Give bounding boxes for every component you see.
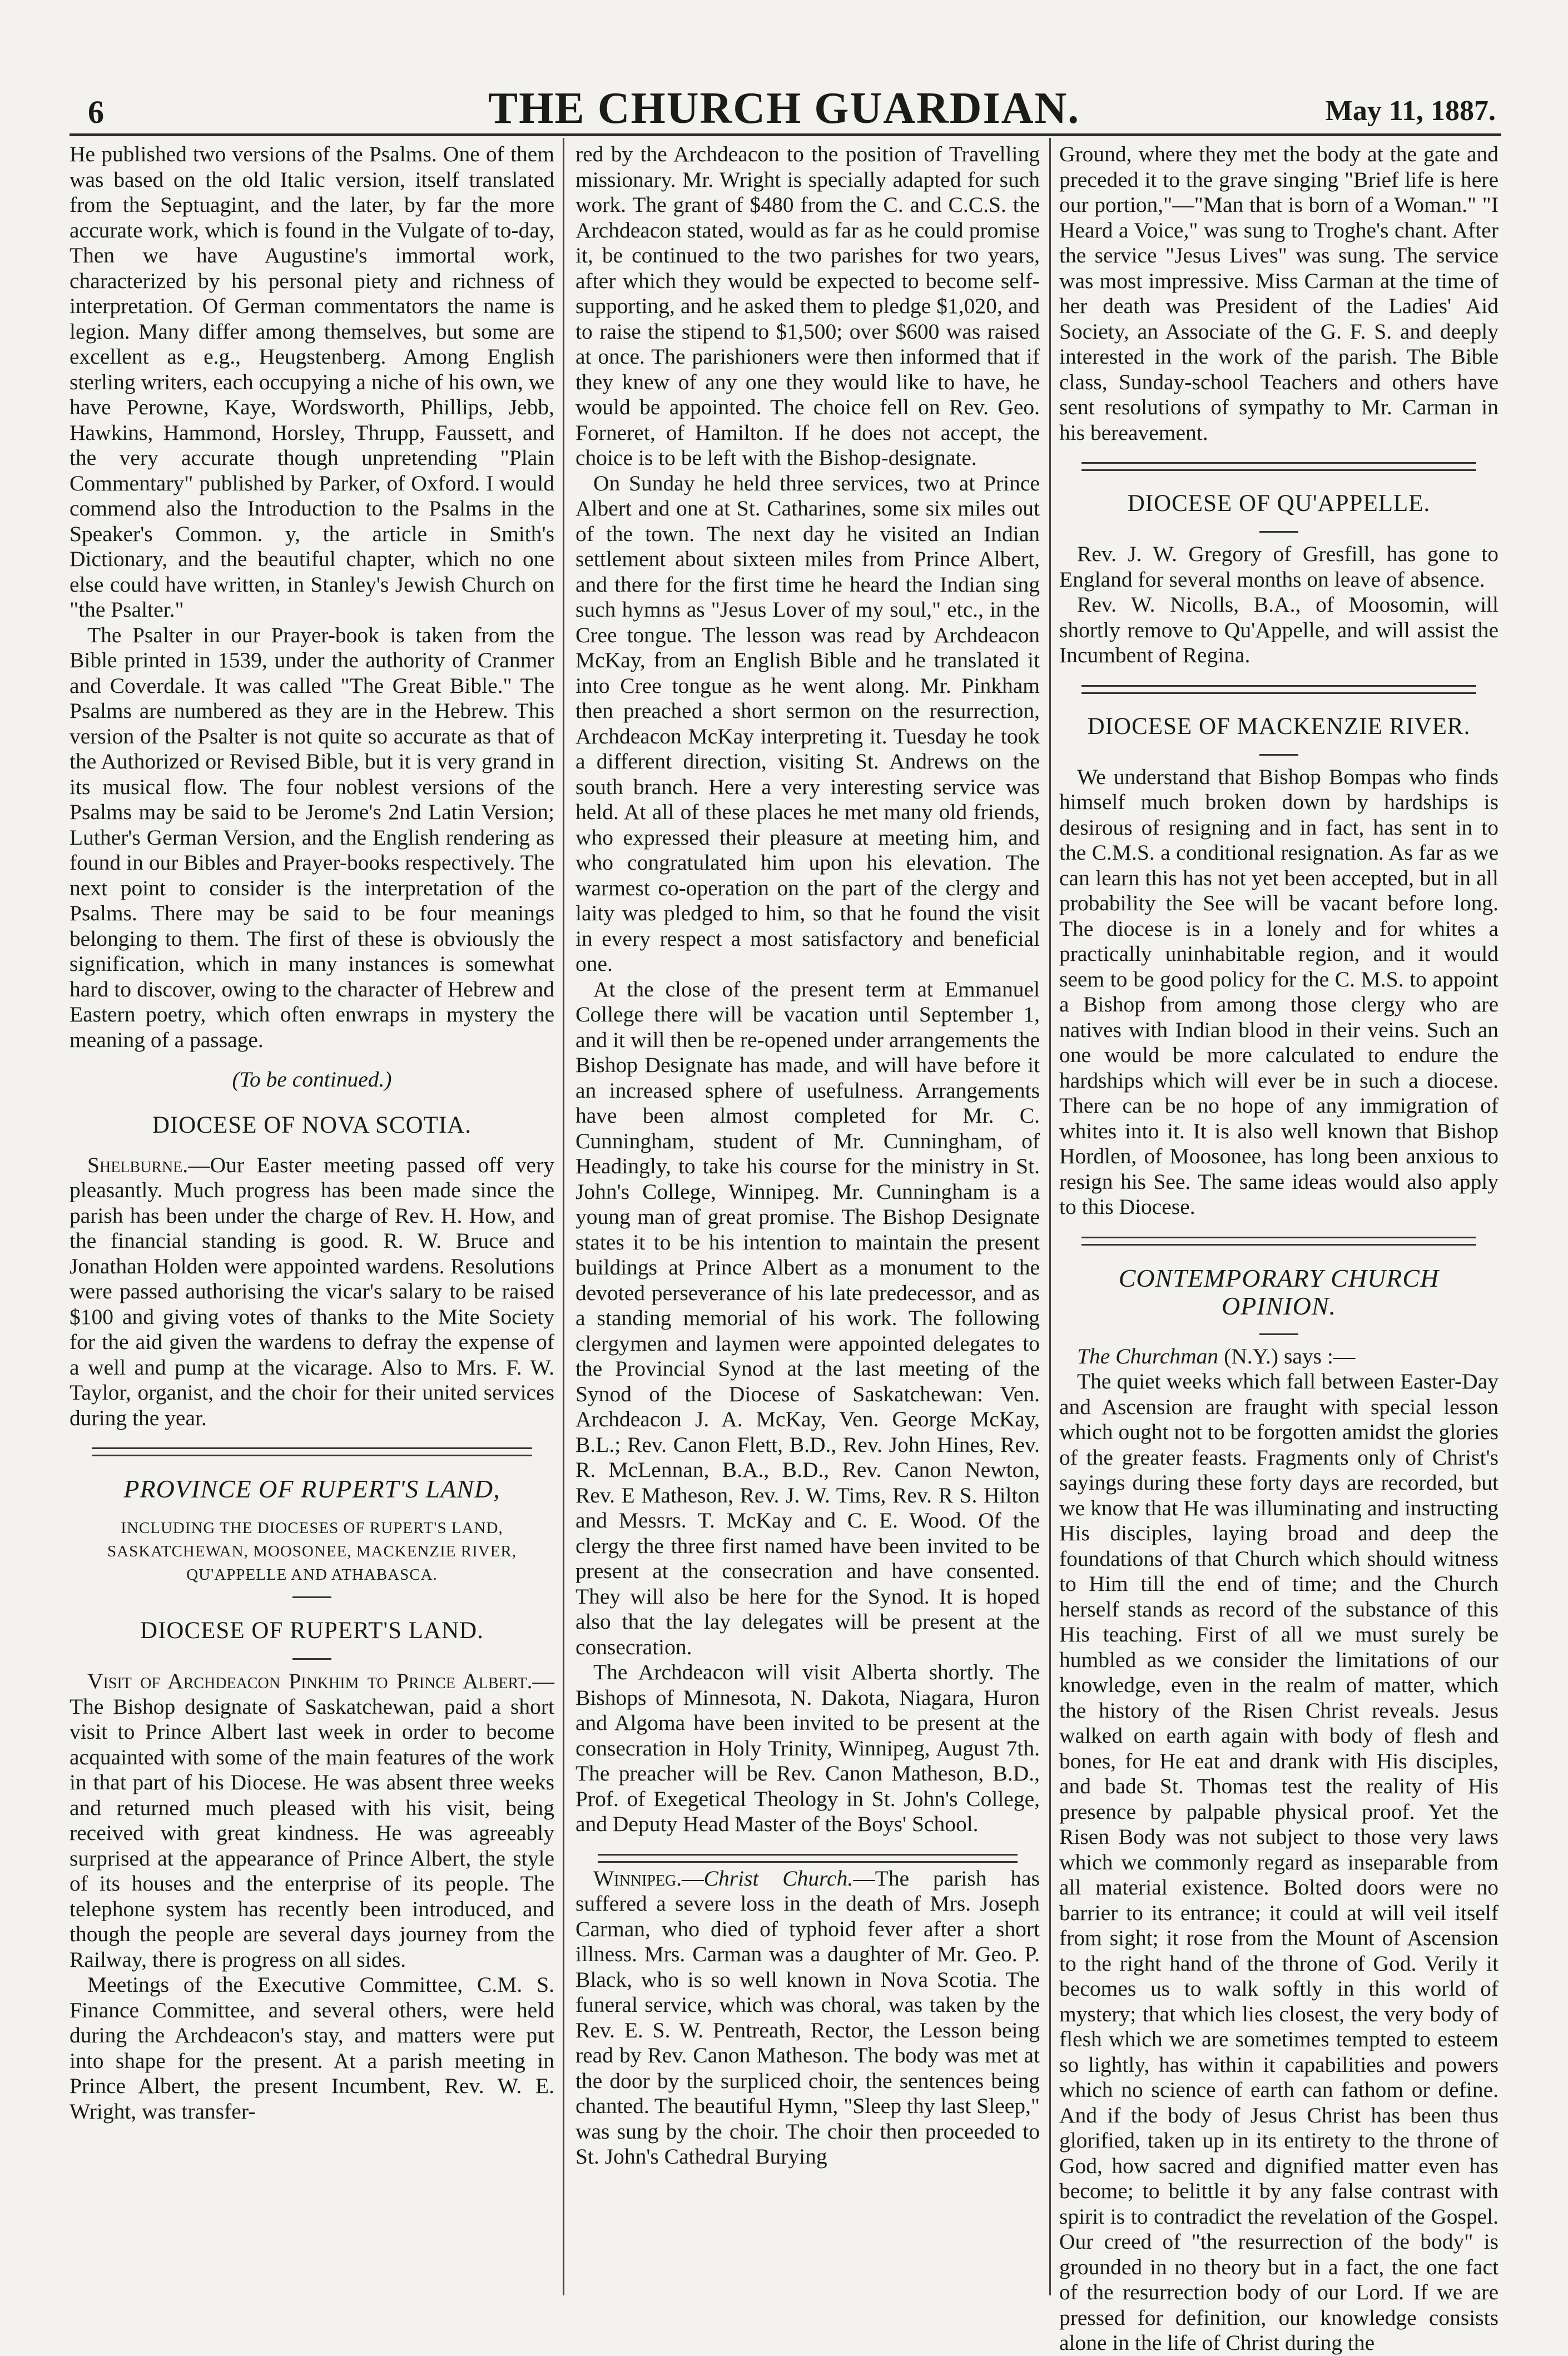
opinion-heading: CONTEMPORARY CHURCH OPINION. — [1118, 1263, 1440, 1320]
section-rule — [598, 1854, 1018, 1863]
short-rule — [1259, 754, 1298, 756]
short-rule — [292, 1596, 331, 1598]
masthead — [0, 0, 1568, 136]
to-be-continued: (To be continued.) — [232, 1067, 392, 1092]
shelburne-body: —Our Easter meeting passed off very pleasantly. Much progress has been made since the parish has been under the charge of Rev. H. How, and the financial standing is good. R. W. Bruce and Jonathan Holden were appointed wardens. Resolutions were passed authorising the vicar's salary to be raised $100 and giving votes of thanks to the Mite Society for the aid given the wardens to defray the expense of a well and pump at the vicarage. Also to Mrs. F. W. Taylor, organist, and the choir for their united services during the year. — [70, 1152, 554, 1430]
column-divider — [1049, 138, 1051, 2295]
column-2 — [575, 142, 1040, 2305]
visit-paragraph — [70, 1669, 554, 1972]
quiet-weeks-paragraph: The quiet weeks which fall between Easter-Day and Ascension are fraught with special lesson which ought not to be forgotten amidst the glories of the greater feasts. Fragments only of Christ's sayings during these forty days are recorded, but we know that He was illuminating and instructing His disciples, laying broad and deep the foundations of that Church which should witness to Him till the end of time; and the Church herself stands as record of the substance of this His teaching. First of all we must surely be humbled as we consider the limitations of our knowledge, even in the realm of matter, which the history of the Risen Christ reveals. Jesus walked on earth again with body of flesh and bones, for He eat and drank with His disciples, and bade St. Thomas test the reality of His presence by palpable physical proof. Yet the Risen Body was not subject to those very laws which we commonly regard as inseparable from all material existence. Bolted doors were no barrier to its entrance; it could at will veil itself from sight; it rose from the Mount of Ascension to the right hand of the throne of God. Verily it becomes us to walk softly in this world of mystery; that which lies closest, the very body of flesh which we are sometimes tempted to esteem so lightly, has within it capabilities and powers which no science of earth can fathom or define. And if the body of Jesus Christ has been thus glorified, taken up in its entirety to the throne of God, how sacred and dignified matter even has become; to belittle it by any false contrast with spirit is to contradict the revelation of the Gospel. Our creed of "the resurrection of the body" is grounded in no theory but in a fact, the one fact of the resurrection body of our Lord. If we are pressed for definition, our knowledge consists alone in the life of Christ during the — [1059, 1369, 1498, 2355]
header-rule — [70, 133, 1501, 136]
province-subheading: INCLUDING THE DIOCESES OF RUPERT'S LAND, SASKATCHEWAN, MOOSONEE, MACKENZIE RIVER, QU'APPELLE AND ATHABASCA. — [107, 1519, 517, 1584]
meetings-paragraph: Meetings of the Executive Committee, C.M. S. Finance Committee, and several others, were held during the Archdeacon's stay, and matters were put into shape for the present. At a parish meeting in Prince Albert, the present Incumbent, Rev. W. E. Wright, was transfer- — [70, 1972, 554, 2124]
travelling-missionary-paragraph: red by the Archdeacon to the position of Travelling missionary. Mr. Wright is specially adapted for such work. The grant of $480 from the C. and C.C.S. the Archdeacon stated, would as far as he could promise it, be continued to the two parishes for two years, after which they would be expected to become self-supporting, and he asked them to pledge $1,020, and to raise the stipend to $1,500; over $600 was raised at once. The parishioners were then informed that if they knew of any one they would like to have, he would be appointed. The choice fell on Rev. Geo. Forneret, of Hamilton. If he does not accept, the choice is to be left with the Bishop-designate. — [575, 142, 1040, 470]
issue-date: May 11, 1887. — [1325, 95, 1496, 127]
churchman-says: (N.Y.) says :— — [1218, 1343, 1356, 1368]
nicolls-paragraph: Rev. W. Nicolls, B.A., of Moosomin, will shortly remove to Qu'Appelle, and will assist the Incumbent of Regina. — [1059, 592, 1498, 667]
nova-scotia-heading: DIOCESE OF NOVA SCOTIA. — [152, 1112, 472, 1138]
column-1 — [70, 142, 554, 2305]
sunday-services-paragraph: On Sunday he held three services, two at Prince Albert and one at St. Catharines, some six miles out of the town. The next day he visited an Indian settlement about sixteen miles from Prince Albert, and there for the first time he heard the Indian sing such hymns as "Jesus Lover of my soul," etc., in the Cree tongue. The lesson was read by Archdeacon McKay, from an English Bible and he translated it into Cree tongue as he went along. Mr. Pinkham then preached a short sermon on the resurrection, Archdeacon McKay interpreting it. Tuesday he took a different direction, visiting St. Andrews on the south branch. Here a very interesting service was held. At all of these places he met many old friends, who expressed their pleasure at meeting him, and who congratulated him upon his elevation. The warmest co-operation on the part of the clergy and laity was pledged to him, so that he found the visit in every respect a most satisfactory and beneficial one. — [575, 470, 1040, 976]
newspaper-title: THE CHURCH GUARDIAN. — [488, 84, 1080, 133]
shelburne-paragraph — [70, 1153, 554, 1431]
visit-body: —The Bishop designate of Saskatchewan, paid a short visit to Prince Albert last week in order to become acquainted with some of the main features of the work in that part of his Diocese. He was absent three weeks and returned much pleased with his visit, being received with great kindness. He was agreeably surprised at the appearance of Prince Albert, the style of its houses and the enterprise of its people. The telephone system has recently been introduced, and though the people are several days journey from the Railway, there is progress on all sides. — [70, 1669, 554, 1972]
column-3 — [1059, 142, 1498, 2355]
page-number: 6 — [88, 94, 104, 130]
section-rule — [1081, 462, 1476, 471]
section-rule — [92, 1447, 532, 1456]
ruperts-land-heading: DIOCESE OF RUPERT'S LAND. — [140, 1618, 484, 1644]
winnipeg-body: —The parish has suffered a severe loss in the death of Mrs. Joseph Carman, who died of typhoid fever after a short illness. Mrs. Carman was a daughter of Mr. Geo. P. Black, who is so well known in Nova Scotia. The funeral service, which was choral, was taken by the Rev. E. S. W. Pentreath, Rector, the Lesson being read by Rev. Canon Matheson. The body was met at the door by the surpliced choir, the sentences being chanted. The beautiful Hymn, "Sleep thy last Sleep," was sung by the choir. The choir then proceeded to St. John's Cathedral Burying — [575, 1866, 1040, 2169]
section-rule — [1081, 1237, 1476, 1246]
short-rule — [1259, 1333, 1298, 1335]
mackenzie-heading: DIOCESE OF MACKENZIE RIVER. — [1087, 713, 1471, 740]
christ-church-label: Christ Church. — [703, 1866, 854, 1891]
short-rule — [1259, 531, 1298, 533]
shelburne-lead: Shelburne. — [87, 1152, 188, 1177]
visit-lead: Visit of Archdeacon Pinkhim to Prince Albert. — [87, 1669, 533, 1693]
churchman-intro — [1059, 1344, 1498, 1370]
funeral-paragraph: Ground, where they met the body at the gate and preceded it to the grave singing "Brief life is here our portion,"—"Man that is born of a Woman." "I Heard a Voice," was sung to Troghe's chant. After the service "Jesus Lives" was sung. The service was most impressive. Miss Carman at the time of her death was President of the Ladies' Aid Society, an Associate of the G. F. S. and deeply interested in the work of the parish. The Bible class, Sunday-school Teachers and others have sent resolutions of sympathy to Mr. Carman in his bereavement. — [1059, 142, 1498, 445]
winnipeg-paragraph: Winnipeg.—Christ Church.—The parish has suffered a severe loss in the death of Mrs. Joseph Carman, who died of typhoid fever after a short illness. Mrs. Carman was a daughter of Mr. Geo. P. Black, who is so well known in Nova Scotia. The funeral service, which was choral, was taken by the Rev. E. S. W. Pentreath, Rector, the Lesson being read by Rev. Canon Matheson. The body was met at the door by the surpliced choir, the sentences being chanted. The beautiful Hymn, "Sleep thy last Sleep," was sung by the choir. The choir then proceeded to St. John's Cathedral Burying — [575, 1866, 1040, 2169]
winnipeg-lead: Winnipeg. — [593, 1866, 682, 1891]
province-heading: PROVINCE OF RUPERT'S LAND, — [123, 1475, 500, 1503]
short-rule — [292, 1658, 331, 1660]
bompas-paragraph: We understand that Bishop Bompas who finds himself much broken down by hardships is desirous of resigning and in fact, has sent in to the C.M.S. a conditional resignation. As far as we can learn this has not yet been accepted, but in all probability the See will be vacant before long. The diocese is in a lonely and for whites a practically uninhabitable region, and it would seem to be good policy for the C. M.S. to appoint a Bishop from among those clergy who are natives with Indian blood in their veins. Such an one would be more calculated to endure the hardships which will ever be in such a diocese. There can be no hope of any immigration of whites into it. It is also well known that Bishop Hordlen, of Moosonee, has long been anxious to resign his See. The same ideas would also apply to this Diocese. — [1059, 764, 1498, 1219]
churchman-source: The Churchman — [1077, 1343, 1219, 1368]
gregory-paragraph: Rev. J. W. Gregory of Gresfill, has gone to England for several months on leave of absence. — [1059, 542, 1498, 592]
psalter-paragraph: The Psalter in our Prayer-book is taken from the Bible printed in 1539, under the authority of Cranmer and Coverdale. It was called "The Great Bible." The Psalms are numbered as they are in the Hebrew. This version of the Psalter is not quite so accurate as that of the Authorized or Revised Bible, but it is very grand in its musical flow. The four noblest versions of the Psalms may be said to be Jerome's 2nd Latin Version; Luther's German Version, and the English rendering as found in our Bibles and Prayer-books respectively. The next point to consider is the interpretation of the Psalms. There may be said to be four meanings belonging to them. The first of these is obviously the signification, which in many instances is somewhat hard to discover, owing to the character of Hebrew and Eastern poetry, which often enwraps in mystery the meaning of a passage. — [70, 622, 554, 1052]
psalms-paragraph: He published two versions of the Psalms. One of them was based on the old Italic version, itself translated from the Septuagint, and the later, by far the more accurate work, which is found in the Vulgate of to-day, Then we have Augustine's immortal work, characterized by his personal piety and richness of interpretation. Of German commentators the name is legion. Many differ among themselves, but some are excellent as e.g., Heugstenberg. Among English sterling writers, each occupying a niche of his own, we have Perowne, Kaye, Wordsworth, Phillips, Jebb, Hawkins, Hammond, Horsley, Thrupp, Faussett, and the very accurate though unpretending "Plain Commentary" published by Parker, of Oxford. I would commend also the Introduction to the Psalms in the Speaker's Common. y, the article in Smith's Dictionary, and the beautiful chapter, which no one else could have written, in Stanley's Jewish Church on "the Psalter." — [70, 142, 554, 622]
emmanuel-college-paragraph: At the close of the present term at Emmanuel College there will be vacation until September 1, and it will then be re-opened under arrangements the Bishop Designate has made, and will have before it an increased sphere of usefulness. Arrangements have been almost completed for Mr. C. Cunningham, student of Mr. Cunningham, of Headingly, to take his course for the ministry in St. John's College, Winnipeg. Mr. Cunningham is a young man of great promise. The Bishop Designate states it to be his intention to maintain the present buildings at Prince Albert as a monument to the devoted perseverance of his late predecessor, and as a standing memorial of his work. The following clergymen and laymen were appointed delegates to the Provincial Synod at the last meeting of the Synod of the Diocese of Saskatchewan: Ven. Archdeacon J. A. McKay, Ven. George McKay, B.L.; Rev. Canon Flett, B.D., Rev. John Hines, Rev. R. McLennan, B.A., B.D., Rev. Canon Newton, Rev. E Matheson, Rev. J. W. Tims, Rev. R S. Hilton and Messrs. T. McKay and C. E. Wood. Of the clergy the three first named have been invited to be present at the consecration and have consented. They will also be here for the Synod. It is hoped also that the lay delegates will be present at the consecration. — [575, 976, 1040, 1659]
column-divider — [563, 138, 564, 2295]
section-rule — [1081, 685, 1476, 694]
quappelle-heading: DIOCESE OF QU'APPELLE. — [1127, 490, 1431, 517]
consecration-paragraph: The Archdeacon will visit Alberta shortly. The Bishops of Minnesota, N. Dakota, Niagara, Huron and Algoma have been invited to be present at the consecration in Holy Trinity, Winnipeg, August 7th. The preacher will be Rev. Canon Matheson, B.D., Prof. of Exegetical Theology in St. John's College, and Deputy Head Master of the Boys' School. — [575, 1660, 1040, 1836]
